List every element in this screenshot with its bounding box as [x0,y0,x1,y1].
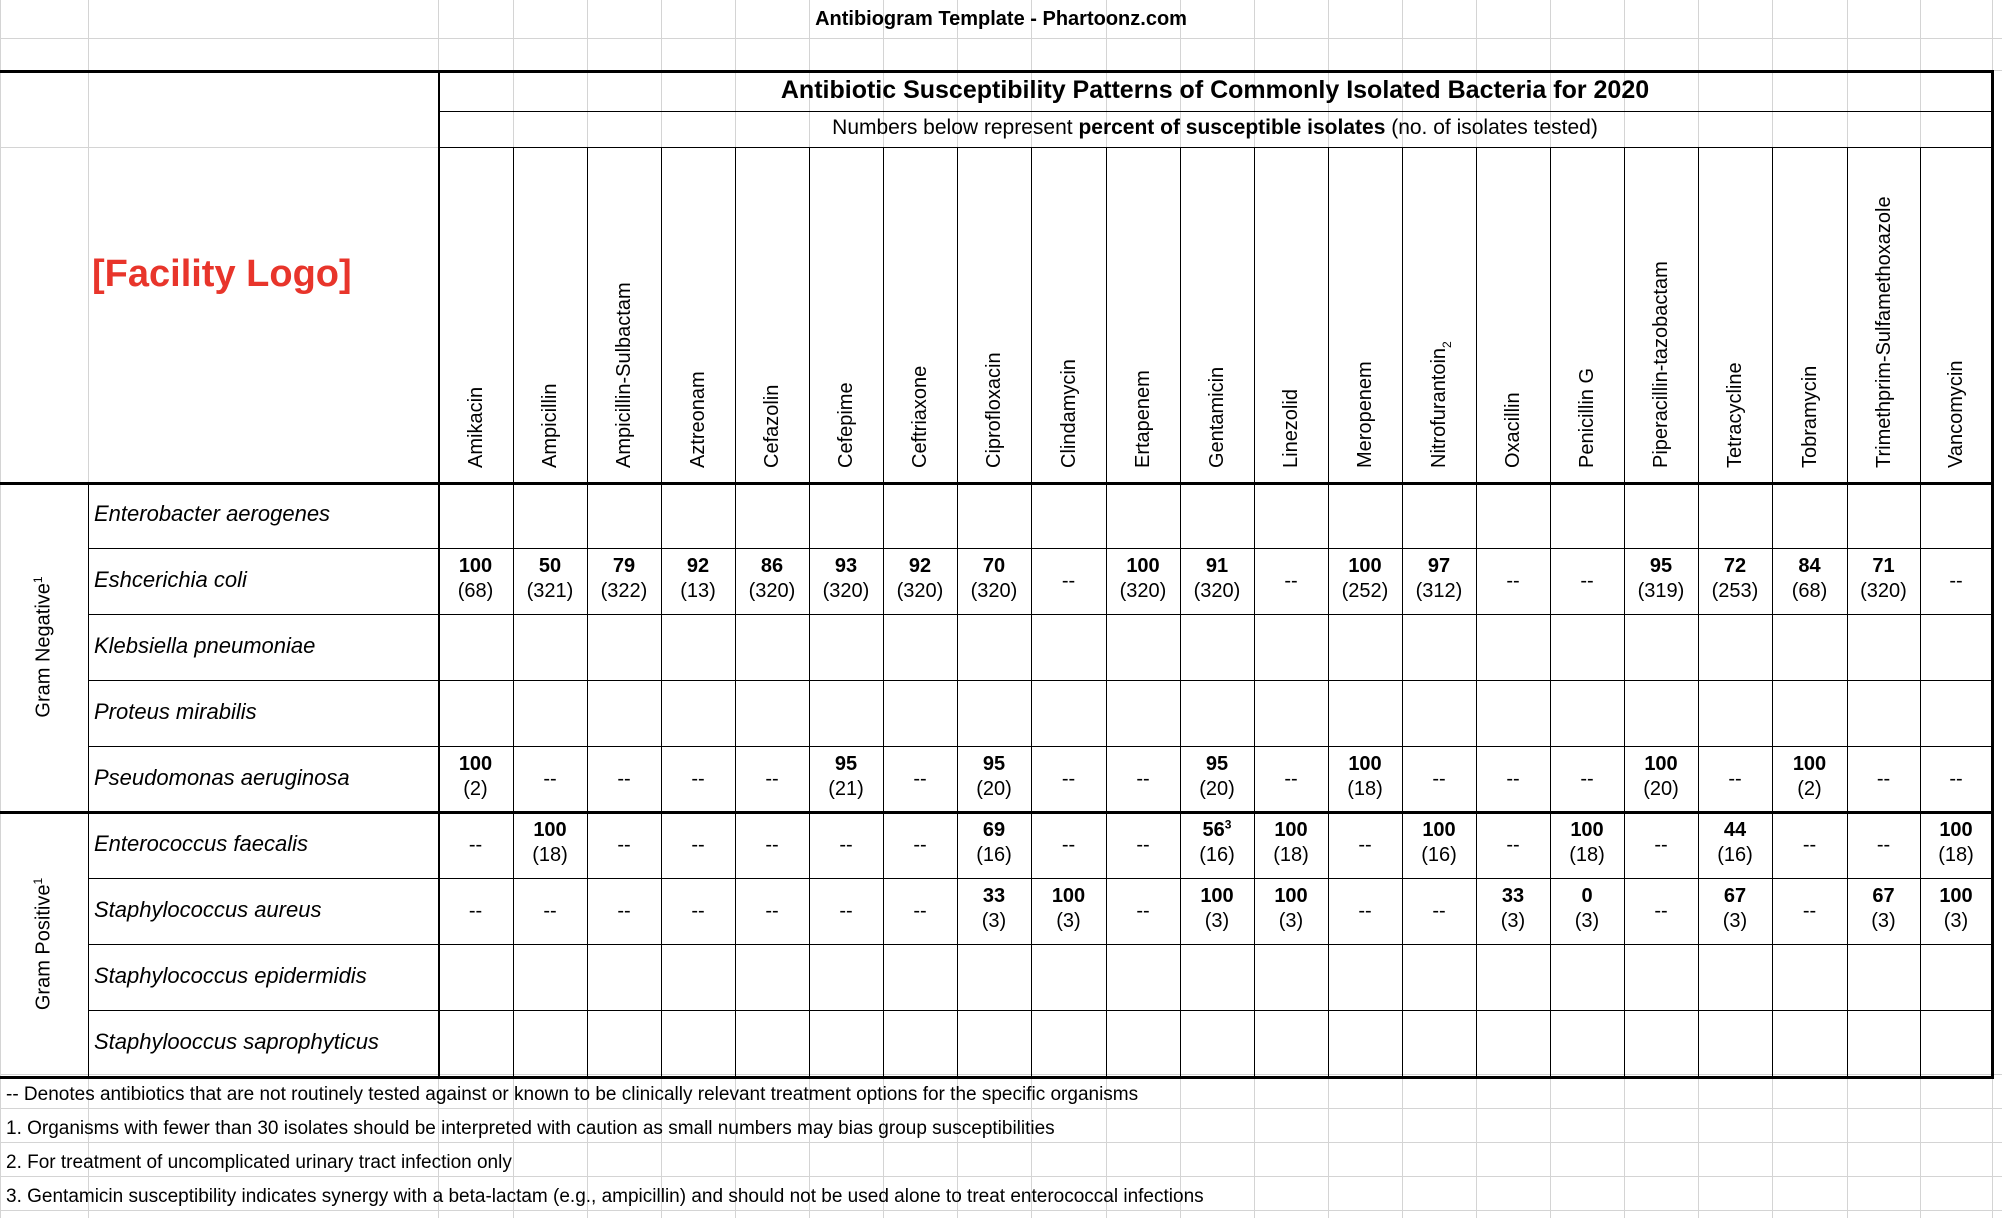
isolates-tested: (3) [981,910,1007,932]
percent-susceptible: 33 [982,885,1006,907]
not-tested-cell: -- [468,900,483,922]
susceptibility-cell [1624,554,1698,604]
isolates-tested: (18) [1938,844,1974,866]
isolates-tested: (16) [1199,844,1235,866]
isolates-tested: (320) [1193,580,1241,602]
not-tested-cell: -- [617,768,631,790]
percent-susceptible: 100 [1348,753,1382,775]
antibiotic-header [1721,151,1749,468]
not-tested-cell: -- [691,768,705,790]
percent-susceptible: 0 [1581,885,1593,907]
susceptibility-cell [957,884,1031,934]
footnote-marker: 2 [1440,341,1454,348]
row-divider [88,944,1992,945]
percent-susceptible: 95 [982,753,1006,775]
isolates-tested: (3) [1943,910,1969,932]
row-divider [88,680,1992,681]
antibiotic-header [684,151,712,468]
not-tested-cell: -- [1654,900,1668,922]
isolates-tested: (2) [463,778,488,800]
susceptibility-cell [1180,818,1254,868]
group-separator [0,811,1992,814]
not-tested-cell: -- [1432,768,1446,790]
susceptibility-cell [883,554,957,604]
antibiotic-header [1425,151,1453,468]
antibiotic-header [1055,151,1083,468]
susceptibility-cell [1180,752,1254,802]
table-title: Antibiotic Susceptibility Patterns of Commonly Isolated Bacteria for 2020 [780,76,1650,104]
antibiotic-name: Amikacin [464,386,487,468]
antibiotic-name: Ceftriaxone [909,365,931,468]
not-tested-cell: -- [1061,834,1076,856]
antibiotic-header [1351,151,1379,468]
isolates-tested: (3) [1871,910,1896,932]
organism-name: Eshcerichia coli [94,567,247,592]
percent-susceptible: 100 [1051,885,1086,907]
susceptibility-cell [957,554,1031,604]
not-tested-cell: -- [1284,768,1298,790]
percent-susceptible: 95 [1205,753,1229,775]
percent-susceptible: $56^3$ [1202,817,1232,841]
not-tested-cell: -- [1949,570,1963,592]
organism-name: Pseudomonas aeruginosa [94,765,350,790]
isolates-tested: (253) [1711,580,1759,602]
susceptibility-cell [1550,818,1624,868]
susceptibility-cell [1772,554,1847,604]
susceptibility-cell [1106,554,1180,604]
gridline-horizontal [0,1210,2002,1211]
antibiotic-name: Penicillin G [1576,367,1598,468]
isolates-tested: (20) [1199,778,1235,800]
antibiotic-name: Clindamycin [1057,359,1080,468]
susceptibility-cell [1920,884,1992,934]
row-divider [88,878,1992,879]
percent-susceptible: 100 [1126,555,1160,577]
not-tested-cell: -- [765,834,779,856]
percent-susceptible: 93 [834,555,858,577]
percent-susceptible: 33 [1501,885,1525,907]
percent-susceptible: 100 [1570,819,1604,841]
gridline-horizontal [0,1176,2002,1177]
not-tested-cell: -- [765,768,779,790]
column-header-top-border [438,147,1992,148]
antibiotic-name: Nitrofurantoin [1428,347,1450,468]
susceptibility-cell [809,752,883,802]
percent-susceptible: 67 [1723,885,1747,907]
antibiotic-header [758,151,786,468]
susceptibility-cell [1180,554,1254,604]
column-divider [1550,147,1551,1076]
percent-susceptible: 100 [1644,753,1678,775]
group-label-text: Gram Positive [32,884,55,1011]
column-divider [1180,147,1181,1076]
antibiotic-name: Trimethprim-Sulfamethoxazole [1872,196,1895,468]
gridline-vertical [0,0,1,1218]
susceptibility-cell [438,752,513,802]
isolates-tested: (13) [680,580,716,602]
not-tested-cell: -- [913,768,927,790]
not-tested-cell: -- [1506,768,1520,790]
isolates-tested: (3) [1056,910,1081,932]
not-tested-cell: -- [1802,834,1817,856]
antibiotic-header [1203,151,1231,468]
isolates-tested: (320) [970,580,1018,602]
gridline-horizontal [0,1074,2002,1075]
not-tested-cell: -- [839,900,853,922]
susceptibility-cell [1328,554,1402,604]
footnote: 1. Organisms with fewer than 30 isolates should be interpreted with caution as small numbers may bias group susceptibilities [6,1118,1055,1139]
susceptibility-cell [1180,884,1254,934]
not-tested-cell: -- [1358,834,1372,856]
percent-susceptible: 100 [1939,885,1973,907]
percent-susceptible: 69 [982,819,1006,841]
footnote-marker: 1 [30,877,45,885]
percent-susceptible: 100 [1939,819,1973,841]
organism-name: Staphylococcus aureus [94,897,322,922]
isolates-tested: (321) [526,580,574,602]
antibiotic-header [1277,151,1305,468]
column-divider [1328,147,1329,1076]
antibiotic-name: Meropenem [1354,361,1376,468]
not-tested-cell: -- [1506,834,1520,856]
organism-name: Klebsiella pneumoniae [94,633,316,658]
column-divider [1402,147,1403,1076]
column-divider [1698,147,1699,1076]
not-tested-cell: -- [1284,570,1298,592]
antibiotic-name: Cefepime [835,382,857,468]
susceptibility-cell [661,554,735,604]
percent-susceptible: 84 [1798,555,1821,577]
row-divider [88,548,1992,549]
organism-name: Enterococcus faecalis [94,831,308,856]
column-divider [883,147,884,1076]
not-tested-cell: -- [1654,834,1668,856]
not-tested-cell: -- [1136,900,1150,922]
isolates-tested: (319) [1637,580,1685,602]
antibiotic-name: Ampicillin [539,383,561,468]
isolates-tested: (2) [1797,778,1822,800]
percent-susceptible: 100 [533,819,567,841]
percent-susceptible: 71 [1872,555,1895,577]
isolates-tested: (320) [822,580,870,602]
antibiotic-name: Ertapenem [1132,370,1154,468]
percent-susceptible: 79 [612,555,636,577]
column-divider [957,147,958,1076]
isolates-tested: (3) [1722,910,1748,932]
isolates-tested: (20) [976,778,1012,800]
not-tested-cell: -- [543,900,557,922]
row-divider [88,746,1992,747]
footnote: 2. For treatment of uncomplicated urinary tract infection only [6,1152,512,1173]
organism-name: Enterobacter aerogenes [94,501,331,526]
antibiotic-header [1796,151,1824,468]
antibiotic-name: Tobramycin [1798,365,1821,468]
antibiotic-header [1870,151,1898,468]
susceptibility-cell [1254,884,1328,934]
antibiotic-header [536,151,564,468]
footnote-marker: 3 [1224,817,1232,832]
not-tested-cell: -- [691,900,705,922]
susceptibility-cell [438,554,513,604]
antibiotic-name: Gentamicin [1206,366,1228,468]
isolates-tested: (320) [1119,580,1167,602]
column-divider [513,147,514,1076]
susceptibility-cell [513,818,587,868]
antibiotic-name: Vancomycin [1945,360,1967,468]
subtitle-prefix: Numbers below represent [832,116,1079,139]
subtitle-suffix: (no. of isolates tested) [1385,116,1598,139]
isolates-tested: (322) [600,580,648,602]
isolates-tested: (3) [1278,910,1304,932]
susceptibility-cell [1328,752,1402,802]
susceptibility-cell [809,554,883,604]
column-header-bottom-border [0,482,1992,485]
not-tested-cell: -- [1949,768,1963,790]
column-divider [1847,147,1848,1076]
antibiotic-header [1129,151,1157,468]
antibiotic-name: Tetracycline [1724,362,1746,468]
footnote: 3. Gentamicin susceptibility indicates synergy with a beta-lactam (e.g., ampicillin) and should not be used alone to treat enterococcal infections [6,1186,1204,1207]
subtitle-border [438,111,1992,112]
organism-name: Staphylooccus saprophyticus [94,1029,379,1054]
percent-susceptible: 95 [1649,555,1673,577]
percent-susceptible: 72 [1723,555,1747,577]
susceptibility-cell [1402,818,1476,868]
isolates-tested: (18) [1569,844,1605,866]
percent-susceptible: 70 [982,555,1006,577]
not-tested-cell: -- [617,834,631,856]
percent-susceptible: 50 [538,555,562,577]
susceptibility-cell [957,752,1031,802]
not-tested-cell: -- [765,900,779,922]
table-border-top [0,70,1992,73]
susceptibility-cell [1476,884,1550,934]
not-tested-cell: -- [617,900,631,922]
isolates-tested: (68) [457,580,494,602]
not-tested-cell: -- [1432,900,1446,922]
column-divider [1624,147,1625,1076]
not-tested-cell: -- [1136,834,1150,856]
column-divider [1920,147,1921,1076]
susceptibility-cell [1772,752,1847,802]
percent-susceptible: 100 [458,753,493,775]
percent-susceptible: 97 [1427,555,1451,577]
susceptibility-cell [1624,752,1698,802]
isolates-tested: (3) [1500,910,1526,932]
antibiotic-header [1942,151,1970,468]
isolates-tested: (3) [1574,910,1600,932]
susceptibility-cell [1698,884,1772,934]
sheet-title: Antibiogram Template - Phartoonz.com [815,8,1187,30]
susceptibility-cell [513,554,587,604]
susceptibility-cell [1550,884,1624,934]
percent-susceptible: 92 [908,555,932,577]
row-divider [88,1010,1992,1011]
isolates-tested: (252) [1341,580,1389,602]
percent-susceptible: 100 [458,555,493,577]
percent-susceptible: 67 [1872,885,1895,907]
not-tested-cell: -- [543,768,557,790]
isolates-tested: (320) [748,580,796,602]
isolates-tested: (18) [532,844,568,866]
percent-susceptible: 44 [1723,819,1747,841]
not-tested-cell: -- [1580,570,1594,592]
isolates-tested: (312) [1415,580,1463,602]
footnote: -- Denotes antibiotics that are not routinely tested against or known to be clinically relevant treatment options for the specific organisms [6,1084,1139,1105]
isolates-tested: (16) [976,844,1012,866]
antibiotic-header [1499,151,1527,468]
row-divider [88,614,1992,615]
antibiotic-name: Linezolid [1280,389,1302,468]
antibiotic-header [610,151,638,468]
table-subtitle [438,116,1992,140]
percent-susceptible: 100 [1348,555,1382,577]
susceptibility-cell [1847,554,1920,604]
isolates-tested: (320) [1860,580,1907,602]
table-border-bottom [0,1076,1994,1079]
group-label-0 [30,576,56,718]
not-tested-cell: -- [839,834,853,856]
susceptibility-cell [735,554,809,604]
not-tested-cell: -- [1506,570,1520,592]
footnote-marker: 1 [30,576,45,584]
not-tested-cell: -- [1876,768,1891,790]
isolates-tested: (18) [1347,778,1383,800]
susceptibility-cell [1698,554,1772,604]
facility-logo-placeholder: [Facility Logo] [92,253,352,295]
percent-susceptible: 92 [686,555,710,577]
percent-susceptible: 91 [1205,555,1229,577]
not-tested-cell: -- [913,900,927,922]
gridline-horizontal [0,1108,2002,1109]
susceptibility-cell [587,554,661,604]
gridline-horizontal [0,147,438,148]
susceptibility-cell [1254,818,1328,868]
antibiotic-header [832,151,860,468]
gridline-horizontal [0,38,2002,39]
subtitle-emphasis: percent of susceptible isolates [1078,116,1386,139]
antibiotic-header [980,151,1008,468]
not-tested-cell: -- [1802,900,1817,922]
percent-susceptible: 86 [760,555,784,577]
antibiotic-name: Piperacillin-tazobactam [1650,261,1672,468]
column-divider [1476,147,1477,1076]
susceptibility-cell [1920,818,1992,868]
susceptibility-cell [1698,818,1772,868]
isolates-tested: (3) [1204,910,1230,932]
column-divider [1106,147,1107,1076]
organism-name: Staphylococcus epidermidis [94,963,367,988]
isolates-tested: (18) [1273,844,1309,866]
susceptibility-cell [957,818,1031,868]
column-divider [1031,147,1032,1076]
not-tested-cell: -- [1061,570,1076,592]
percent-susceptible: 100 [1200,885,1234,907]
group-label-1 [30,877,56,1011]
percent-susceptible: 100 [1274,885,1308,907]
not-tested-cell: -- [1061,768,1076,790]
antibiotic-header [1647,151,1675,468]
susceptibility-cell [1402,554,1476,604]
not-tested-cell: -- [1580,768,1594,790]
organism-name: Proteus mirabilis [94,699,257,724]
percent-susceptible: 100 [1422,819,1456,841]
column-divider [809,147,810,1076]
isolates-tested: (16) [1717,844,1753,866]
not-tested-cell: -- [1728,768,1742,790]
susceptibility-cell [1847,884,1920,934]
antibiotic-name: Ciprofloxacin [983,352,1005,468]
not-tested-cell: -- [1358,900,1372,922]
antibiotic-name: Cefazolin [761,384,783,468]
isolates-tested: (320) [896,580,944,602]
percent-susceptible: 95 [834,753,858,775]
percent-susceptible: 100 [1792,753,1827,775]
not-tested-cell: -- [1136,768,1150,790]
not-tested-cell: -- [468,834,483,856]
antibiotic-name: Oxacillin [1502,392,1524,468]
organism-column-border [88,482,89,1076]
isolates-tested: (68) [1791,580,1828,602]
not-tested-cell: -- [691,834,705,856]
gridline-horizontal [0,1142,2002,1143]
antibiotic-header [1573,151,1601,468]
isolates-tested: (16) [1421,844,1457,866]
percent-susceptible: 100 [1274,819,1308,841]
column-divider [1772,147,1773,1076]
antibiotic-header [906,151,934,468]
group-label-text: Gram Negative [32,583,55,718]
isolates-tested: (21) [828,778,864,800]
column-divider [587,147,588,1076]
not-tested-cell: -- [913,834,927,856]
isolates-tested: (20) [1643,778,1679,800]
antibiotic-header [462,151,490,468]
column-divider [661,147,662,1076]
column-divider [735,147,736,1076]
antibiotic-name: Aztreonam [687,371,709,468]
column-divider [1254,147,1255,1076]
not-tested-cell: -- [1876,834,1891,856]
susceptibility-cell [1031,884,1106,934]
antibiotic-name: Ampicillin-Sulbactam [613,282,635,468]
